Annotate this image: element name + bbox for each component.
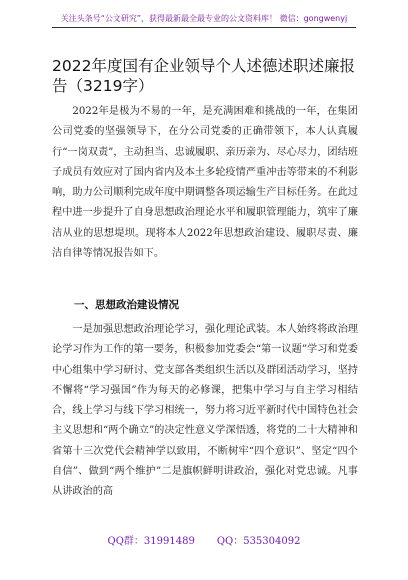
document-title: 2022年度国有企业领导个人述德述职述廉报告（3219字） — [52, 57, 355, 95]
footer-qq-group: QQ群：31991489 — [107, 536, 195, 547]
header-divider — [52, 27, 356, 28]
footer-qq: QQ：535304092 — [216, 536, 301, 547]
header-banner: 关注头条号“公文研究”，获得最新最全最专业的公文资料库！ 微信：gongwenyj — [60, 14, 348, 23]
section-paragraph: 一是加强思想政治理论学习，强化理论武装。本人始终将政治理论学习作为工作的第一要务，积极参加党委会“第一议题”学习和党委中心组集中学习研讨、党支部各类组织生活以及群团活动学习，坚持不懈将“学习强国”作为每天的必修课，把集中学习与自主学习相结合，线上学习与线下学习相统一，努力将习近平新时代中国特色社会主义思想和“两个确立”的决定性意义学深悟透，将党的二十大精神和省第十三次党代会精神学以致用，不断树牢“四个意识”、坚定“四个自信”、做到“两个维护”二是旗帜鲜明讲政治，强化对党忠诚。凡事从讲政治的高 — [52, 324, 358, 498]
footer-contact — [0, 536, 408, 548]
intro-paragraph: 2022年是极为不易的一年，是充满困难和挑战的一年，在集团公司党委的坚强领导下，在分公司党委的正确带领下，本人认真履行“一岗双责”，主动担当、忠诚履职、亲历亲为、尽心尽力，团结班子成员有效应对了国内省内及本土多轮疫情严重冲击等带来的不利影响，助力公司顺利完成年度中期调整各项运输生产目标任务。在此过程中进一步提升了自身思想政治理论水平和履职管理能力，筑牢了廉洁从业的思想堤坝。现将本人2022年思想政治建设、履职尽责、廉洁自律等情况报告如下。 — [52, 106, 358, 260]
section-heading: 一、思想政治建设情况 — [74, 299, 179, 311]
